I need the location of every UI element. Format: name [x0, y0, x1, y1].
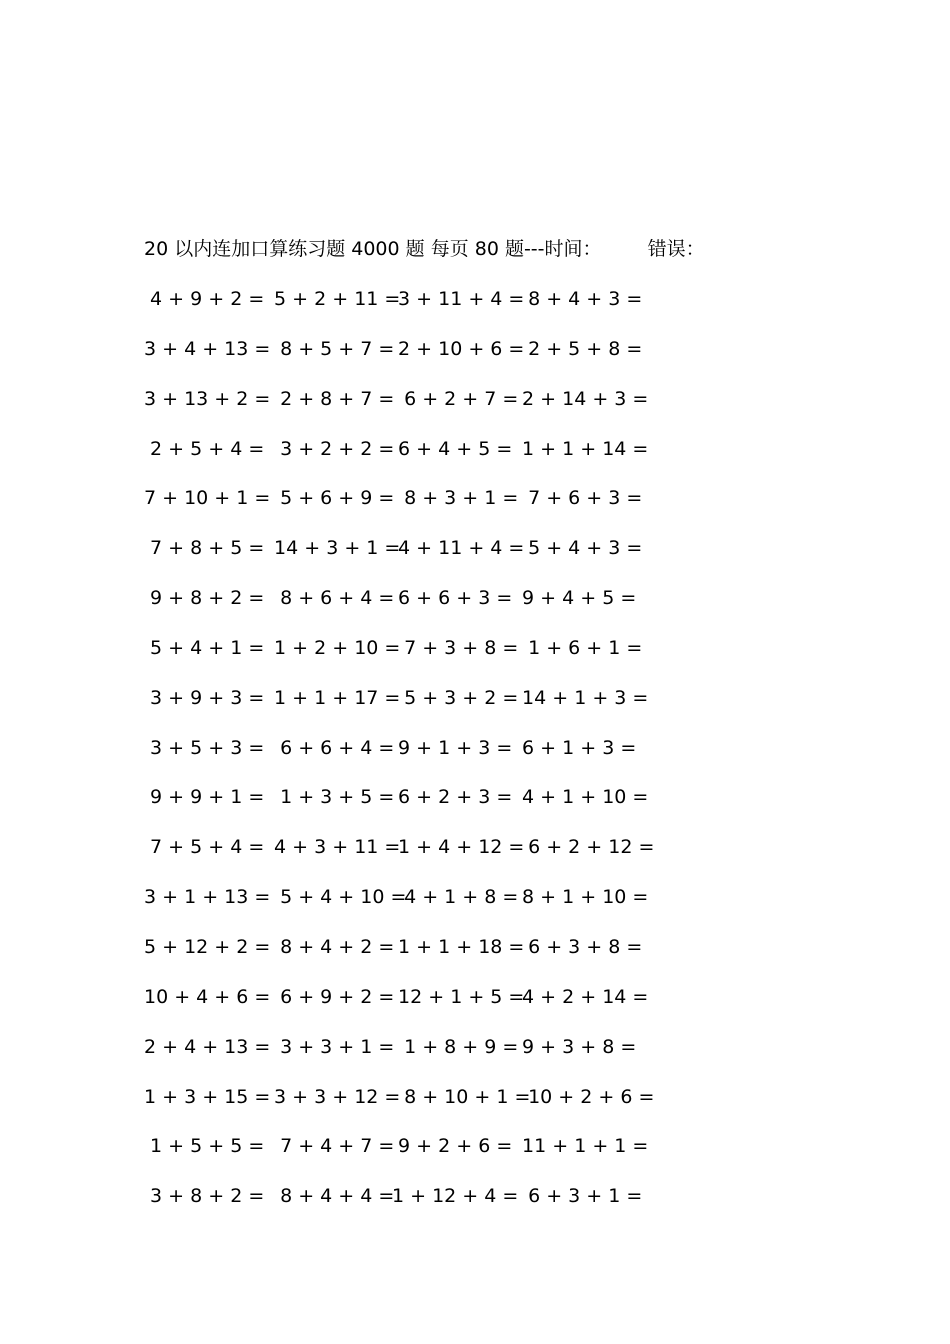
- problem-item: 7 + 5 + 4 =: [144, 836, 265, 859]
- problem-item: 2 + 14 + 3 =: [516, 387, 649, 410]
- problem-row: [144, 286, 643, 336]
- problem-item: 9 + 1 + 3 =: [392, 736, 513, 759]
- problem-item: 1 + 1 + 18 =: [392, 935, 525, 958]
- problem-item: 2 + 5 + 8 =: [516, 337, 643, 360]
- problem-item: 2 + 8 + 7 =: [268, 387, 395, 410]
- problem-row: [144, 1133, 649, 1183]
- problem-item: 4 + 11 + 4 =: [392, 537, 525, 560]
- problem-item: 6 + 2 + 3 =: [392, 786, 513, 809]
- problem-item: 12 + 1 + 5 =: [392, 985, 525, 1008]
- problem-item: 8 + 1 + 10 =: [516, 886, 649, 909]
- problem-item: 1 + 2 + 10 =: [268, 636, 401, 659]
- problem-item: 4 + 9 + 2 =: [144, 288, 265, 310]
- problem-row: [144, 1084, 655, 1134]
- problem-item: 4 + 2 + 14 =: [516, 985, 649, 1008]
- problem-item: 1 + 4 + 12 =: [392, 836, 525, 859]
- problem-item: 1 + 1 + 17 =: [268, 686, 401, 709]
- problem-item: 1 + 12 + 4 =: [392, 1185, 519, 1208]
- problem-row: [144, 934, 643, 984]
- problem-item: 1 + 1 + 14 =: [516, 437, 649, 460]
- problem-item: 3 + 8 + 2 =: [144, 1185, 265, 1208]
- problem-item: 6 + 6 + 3 =: [392, 587, 513, 610]
- problem-item: 6 + 3 + 8 =: [516, 935, 643, 958]
- problem-item: 9 + 8 + 2 =: [144, 587, 265, 610]
- problem-item: 7 + 8 + 5 =: [144, 537, 265, 560]
- problem-row: [144, 585, 640, 635]
- problem-row: [144, 1034, 640, 1084]
- problem-item: 4 + 3 + 11 =: [268, 836, 401, 859]
- problem-item: 9 + 3 + 8 =: [516, 1035, 637, 1058]
- problem-item: 6 + 2 + 12 =: [516, 836, 655, 859]
- problem-item: 1 + 8 + 9 =: [392, 1035, 519, 1058]
- problem-item: 3 + 1 + 13 =: [144, 886, 271, 909]
- problem-item: 3 + 13 + 2 =: [144, 387, 271, 410]
- problem-item: 4 + 1 + 10 =: [516, 786, 649, 809]
- worksheet-title: 20 以内连加口算练习题 4000 题 每页 80 题---时间：: [144, 238, 602, 260]
- problem-row: [144, 685, 649, 735]
- problem-item: 5 + 4 + 3 =: [516, 537, 643, 560]
- problem-item: 2 + 10 + 6 =: [392, 337, 525, 360]
- problem-item: 8 + 5 + 7 =: [268, 337, 395, 360]
- problem-item: 6 + 4 + 5 =: [392, 437, 513, 460]
- problem-item: 7 + 10 + 1 =: [144, 487, 271, 510]
- problem-item: 5 + 2 + 11 =: [268, 288, 401, 310]
- problem-item: 7 + 3 + 8 =: [392, 636, 519, 659]
- mistakes-label: 错误：: [647, 238, 705, 260]
- problem-item: 14 + 1 + 3 =: [516, 686, 649, 709]
- problem-row: [144, 834, 655, 884]
- problem-item: 3 + 9 + 3 =: [144, 686, 265, 709]
- problem-item: 3 + 3 + 12 =: [268, 1085, 401, 1108]
- problem-item: 5 + 3 + 2 =: [392, 686, 519, 709]
- problem-row: [144, 386, 649, 436]
- problem-item: 10 + 4 + 6 =: [144, 985, 271, 1008]
- problem-item: 6 + 6 + 4 =: [268, 736, 395, 759]
- problem-item: 6 + 3 + 1 =: [516, 1185, 643, 1208]
- problem-item: 9 + 4 + 5 =: [516, 587, 637, 610]
- problem-item: 8 + 10 + 1 =: [392, 1085, 531, 1108]
- problem-item: 6 + 2 + 7 =: [392, 387, 519, 410]
- problem-item: 5 + 6 + 9 =: [268, 487, 395, 510]
- problem-item: 8 + 4 + 4 =: [268, 1185, 395, 1208]
- problem-item: 3 + 11 + 4 =: [392, 288, 525, 310]
- problem-item: 10 + 2 + 6 =: [516, 1085, 655, 1108]
- problem-item: 4 + 1 + 8 =: [392, 886, 519, 909]
- problem-item: 8 + 4 + 2 =: [268, 935, 395, 958]
- problem-item: 14 + 3 + 1 =: [268, 537, 401, 560]
- problem-item: 3 + 5 + 3 =: [144, 736, 265, 759]
- problem-row: [144, 485, 643, 535]
- problem-row: [144, 336, 643, 386]
- problem-row: [144, 635, 643, 685]
- problem-grid: [144, 286, 655, 1233]
- problem-item: 5 + 12 + 2 =: [144, 935, 271, 958]
- problem-row: [144, 735, 640, 785]
- problem-row: [144, 1183, 643, 1233]
- problem-item: 3 + 3 + 1 =: [268, 1035, 395, 1058]
- problem-item: 2 + 4 + 13 =: [144, 1035, 271, 1058]
- worksheet-header: [144, 236, 705, 262]
- problem-item: 1 + 5 + 5 =: [144, 1135, 265, 1158]
- problem-item: 5 + 4 + 10 =: [268, 886, 407, 909]
- problem-item: 1 + 3 + 15 =: [144, 1085, 271, 1108]
- problem-row: [144, 884, 649, 934]
- problem-item: 9 + 9 + 1 =: [144, 786, 265, 809]
- problem-item: 3 + 2 + 2 =: [268, 437, 395, 460]
- problem-item: 8 + 4 + 3 =: [516, 288, 643, 310]
- problem-item: 8 + 3 + 1 =: [392, 487, 519, 510]
- problem-item: 7 + 6 + 3 =: [516, 487, 643, 510]
- problem-item: 2 + 5 + 4 =: [144, 437, 265, 460]
- problem-item: 6 + 9 + 2 =: [268, 985, 395, 1008]
- problem-item: 1 + 3 + 5 =: [268, 786, 395, 809]
- problem-item: 3 + 4 + 13 =: [144, 337, 271, 360]
- problem-row: [144, 436, 649, 486]
- problem-row: [144, 984, 649, 1034]
- problem-item: 6 + 1 + 3 =: [516, 736, 637, 759]
- problem-item: 7 + 4 + 7 =: [268, 1135, 395, 1158]
- problem-item: 11 + 1 + 1 =: [516, 1135, 649, 1158]
- problem-item: 8 + 6 + 4 =: [268, 587, 395, 610]
- problem-row: [144, 535, 643, 585]
- problem-item: 9 + 2 + 6 =: [392, 1135, 513, 1158]
- problem-row: [144, 784, 649, 834]
- problem-item: 5 + 4 + 1 =: [144, 636, 265, 659]
- problem-item: 1 + 6 + 1 =: [516, 636, 643, 659]
